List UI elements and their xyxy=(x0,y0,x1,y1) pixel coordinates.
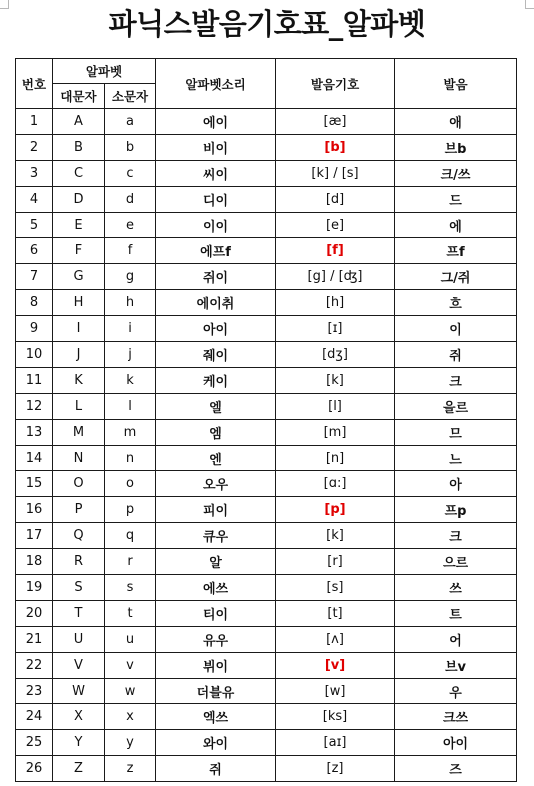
pronunciation: 아이 xyxy=(395,730,517,756)
phonetic-symbol: [p] xyxy=(276,497,395,523)
letter-name: 엘 xyxy=(156,393,276,419)
table-row xyxy=(16,160,517,186)
phonetic-symbol: [l] xyxy=(276,393,395,419)
pronunciation: 그/쥐 xyxy=(395,264,517,290)
pronunciation: 프p xyxy=(395,497,517,523)
row-number: 20 xyxy=(16,600,53,626)
header-letter-name: 알파벳소리 xyxy=(156,59,276,109)
letter-name: 와이 xyxy=(156,730,276,756)
letter-name: 아이 xyxy=(156,316,276,342)
row-number: 13 xyxy=(16,419,53,445)
header-phonetic-symbol: 발음기호 xyxy=(276,59,395,109)
table-body xyxy=(16,109,517,782)
lowercase-letter: n xyxy=(105,445,156,471)
letter-name: 오우 xyxy=(156,471,276,497)
row-number: 22 xyxy=(16,652,53,678)
uppercase-letter: W xyxy=(53,678,105,704)
letter-name: 에프f xyxy=(156,238,276,264)
table-row xyxy=(16,497,517,523)
letter-name: 디이 xyxy=(156,186,276,212)
lowercase-letter: s xyxy=(105,575,156,601)
uppercase-letter: C xyxy=(53,160,105,186)
pronunciation: 으르 xyxy=(395,549,517,575)
lowercase-letter: f xyxy=(105,238,156,264)
letter-name: 비이 xyxy=(156,134,276,160)
pronunciation: 드 xyxy=(395,186,517,212)
pronunciation: 즈 xyxy=(395,756,517,782)
phonetic-symbol: [s] xyxy=(276,575,395,601)
pronunciation: 크 xyxy=(395,523,517,549)
lowercase-letter: e xyxy=(105,212,156,238)
table-row xyxy=(16,238,517,264)
lowercase-letter: g xyxy=(105,264,156,290)
table-row xyxy=(16,600,517,626)
phonetic-symbol: [ks] xyxy=(276,704,395,730)
row-number: 1 xyxy=(16,109,53,135)
uppercase-letter: H xyxy=(53,290,105,316)
phonetic-symbol: [n] xyxy=(276,445,395,471)
table-row xyxy=(16,212,517,238)
table-row xyxy=(16,316,517,342)
row-number: 5 xyxy=(16,212,53,238)
pronunciation: 크쓰 xyxy=(395,704,517,730)
letter-name: 에쓰 xyxy=(156,575,276,601)
row-number: 26 xyxy=(16,756,53,782)
letter-name: 이이 xyxy=(156,212,276,238)
table-row xyxy=(16,575,517,601)
lowercase-letter: m xyxy=(105,419,156,445)
table-row xyxy=(16,523,517,549)
pronunciation: 므 xyxy=(395,419,517,445)
letter-name: 유우 xyxy=(156,626,276,652)
phonetic-symbol: [w] xyxy=(276,678,395,704)
lowercase-letter: l xyxy=(105,393,156,419)
table-row xyxy=(16,290,517,316)
lowercase-letter: o xyxy=(105,471,156,497)
uppercase-letter: F xyxy=(53,238,105,264)
letter-name: 엠 xyxy=(156,419,276,445)
table-row xyxy=(16,678,517,704)
uppercase-letter: Y xyxy=(53,730,105,756)
letter-name: 티이 xyxy=(156,600,276,626)
lowercase-letter: z xyxy=(105,756,156,782)
uppercase-letter: B xyxy=(53,134,105,160)
letter-name: 쥐이 xyxy=(156,264,276,290)
lowercase-letter: t xyxy=(105,600,156,626)
pronunciation: 우 xyxy=(395,678,517,704)
uppercase-letter: X xyxy=(53,704,105,730)
lowercase-letter: j xyxy=(105,342,156,368)
phonetic-symbol: [v] xyxy=(276,652,395,678)
uppercase-letter: K xyxy=(53,367,105,393)
table-row xyxy=(16,186,517,212)
phonetic-symbol: [g] / [ʤ] xyxy=(276,264,395,290)
letter-name: 줴이 xyxy=(156,342,276,368)
pronunciation: 어 xyxy=(395,626,517,652)
pronunciation: 브v xyxy=(395,652,517,678)
phonetic-symbol: [f] xyxy=(276,238,395,264)
lowercase-letter: r xyxy=(105,549,156,575)
row-number: 12 xyxy=(16,393,53,419)
phonetic-symbol: [k] xyxy=(276,367,395,393)
uppercase-letter: Z xyxy=(53,756,105,782)
lowercase-letter: c xyxy=(105,160,156,186)
lowercase-letter: v xyxy=(105,652,156,678)
row-number: 25 xyxy=(16,730,53,756)
table-row xyxy=(16,471,517,497)
row-number: 10 xyxy=(16,342,53,368)
lowercase-letter: w xyxy=(105,678,156,704)
uppercase-letter: V xyxy=(53,652,105,678)
phonetic-symbol: [k] xyxy=(276,523,395,549)
phonetic-symbol: [e] xyxy=(276,212,395,238)
letter-name: 씨이 xyxy=(156,160,276,186)
phonetic-symbol: [æ] xyxy=(276,109,395,135)
phonetic-symbol: [ɑ:] xyxy=(276,471,395,497)
row-number: 18 xyxy=(16,549,53,575)
header-lowercase: 소문자 xyxy=(105,84,156,109)
header-uppercase: 대문자 xyxy=(53,84,105,109)
pronunciation: 크/쓰 xyxy=(395,160,517,186)
lowercase-letter: i xyxy=(105,316,156,342)
table-row xyxy=(16,109,517,135)
phonetic-symbol: [h] xyxy=(276,290,395,316)
uppercase-letter: E xyxy=(53,212,105,238)
lowercase-letter: y xyxy=(105,730,156,756)
uppercase-letter: T xyxy=(53,600,105,626)
table-row xyxy=(16,264,517,290)
pronunciation: 을르 xyxy=(395,393,517,419)
uppercase-letter: D xyxy=(53,186,105,212)
header-number: 번호 xyxy=(16,59,53,109)
row-number: 24 xyxy=(16,704,53,730)
letter-name: 케이 xyxy=(156,367,276,393)
uppercase-letter: I xyxy=(53,316,105,342)
pronunciation: 크 xyxy=(395,367,517,393)
table-row xyxy=(16,134,517,160)
letter-name: 엑쓰 xyxy=(156,704,276,730)
phonetic-symbol: [z] xyxy=(276,756,395,782)
phonetic-symbol: [r] xyxy=(276,549,395,575)
table-row xyxy=(16,445,517,471)
letter-name: 큐우 xyxy=(156,523,276,549)
letter-name: 에이 xyxy=(156,109,276,135)
table-row xyxy=(16,704,517,730)
lowercase-letter: h xyxy=(105,290,156,316)
row-number: 14 xyxy=(16,445,53,471)
pronunciation: 쓰 xyxy=(395,575,517,601)
row-number: 17 xyxy=(16,523,53,549)
table-row xyxy=(16,626,517,652)
header-pronunciation: 발음 xyxy=(395,59,517,109)
uppercase-letter: J xyxy=(53,342,105,368)
pronunciation: 브b xyxy=(395,134,517,160)
lowercase-letter: k xyxy=(105,367,156,393)
pronunciation: 에 xyxy=(395,212,517,238)
phonetic-symbol: [t] xyxy=(276,600,395,626)
lowercase-letter: b xyxy=(105,134,156,160)
row-number: 2 xyxy=(16,134,53,160)
document-title: 파닉스발음기호표_알파벳 xyxy=(108,7,426,41)
lowercase-letter: d xyxy=(105,186,156,212)
table-row xyxy=(16,549,517,575)
row-number: 3 xyxy=(16,160,53,186)
table-row xyxy=(16,756,517,782)
pronunciation: 아 xyxy=(395,471,517,497)
table-row xyxy=(16,419,517,445)
letter-name: 쥐 xyxy=(156,756,276,782)
pronunciation: 쥐 xyxy=(395,342,517,368)
row-number: 11 xyxy=(16,367,53,393)
row-number: 8 xyxy=(16,290,53,316)
uppercase-letter: N xyxy=(53,445,105,471)
pronunciation: 트 xyxy=(395,600,517,626)
uppercase-letter: S xyxy=(53,575,105,601)
uppercase-letter: M xyxy=(53,419,105,445)
letter-name: 알 xyxy=(156,549,276,575)
uppercase-letter: Q xyxy=(53,523,105,549)
row-number: 6 xyxy=(16,238,53,264)
phonetic-symbol: [d] xyxy=(276,186,395,212)
letter-name: 더블유 xyxy=(156,678,276,704)
row-number: 15 xyxy=(16,471,53,497)
table-row xyxy=(16,367,517,393)
uppercase-letter: G xyxy=(53,264,105,290)
table-row xyxy=(16,342,517,368)
row-number: 21 xyxy=(16,626,53,652)
pronunciation: 흐 xyxy=(395,290,517,316)
phonics-table xyxy=(15,58,517,782)
row-number: 7 xyxy=(16,264,53,290)
lowercase-letter: q xyxy=(105,523,156,549)
table-row xyxy=(16,393,517,419)
phonetic-symbol: [aɪ] xyxy=(276,730,395,756)
row-number: 23 xyxy=(16,678,53,704)
uppercase-letter: P xyxy=(53,497,105,523)
lowercase-letter: x xyxy=(105,704,156,730)
uppercase-letter: R xyxy=(53,549,105,575)
lowercase-letter: u xyxy=(105,626,156,652)
uppercase-letter: L xyxy=(53,393,105,419)
header-alphabet: 알파벳 xyxy=(53,59,156,84)
pronunciation: 애 xyxy=(395,109,517,135)
row-number: 16 xyxy=(16,497,53,523)
phonetic-symbol: [dʒ] xyxy=(276,342,395,368)
letter-name: 에이취 xyxy=(156,290,276,316)
row-number: 19 xyxy=(16,575,53,601)
uppercase-letter: U xyxy=(53,626,105,652)
row-number: 9 xyxy=(16,316,53,342)
lowercase-letter: p xyxy=(105,497,156,523)
uppercase-letter: O xyxy=(53,471,105,497)
phonetic-symbol: [k] / [s] xyxy=(276,160,395,186)
uppercase-letter: A xyxy=(53,109,105,135)
letter-name: 엔 xyxy=(156,445,276,471)
phonetic-symbol: [ʌ] xyxy=(276,626,395,652)
pronunciation: 이 xyxy=(395,316,517,342)
phonetic-symbol: [m] xyxy=(276,419,395,445)
table-row xyxy=(16,730,517,756)
table-row xyxy=(16,652,517,678)
letter-name: 피이 xyxy=(156,497,276,523)
letter-name: 뷔이 xyxy=(156,652,276,678)
phonetic-symbol: [ɪ] xyxy=(276,316,395,342)
pronunciation: 프f xyxy=(395,238,517,264)
row-number: 4 xyxy=(16,186,53,212)
lowercase-letter: a xyxy=(105,109,156,135)
phonetic-symbol: [b] xyxy=(276,134,395,160)
pronunciation: 느 xyxy=(395,445,517,471)
